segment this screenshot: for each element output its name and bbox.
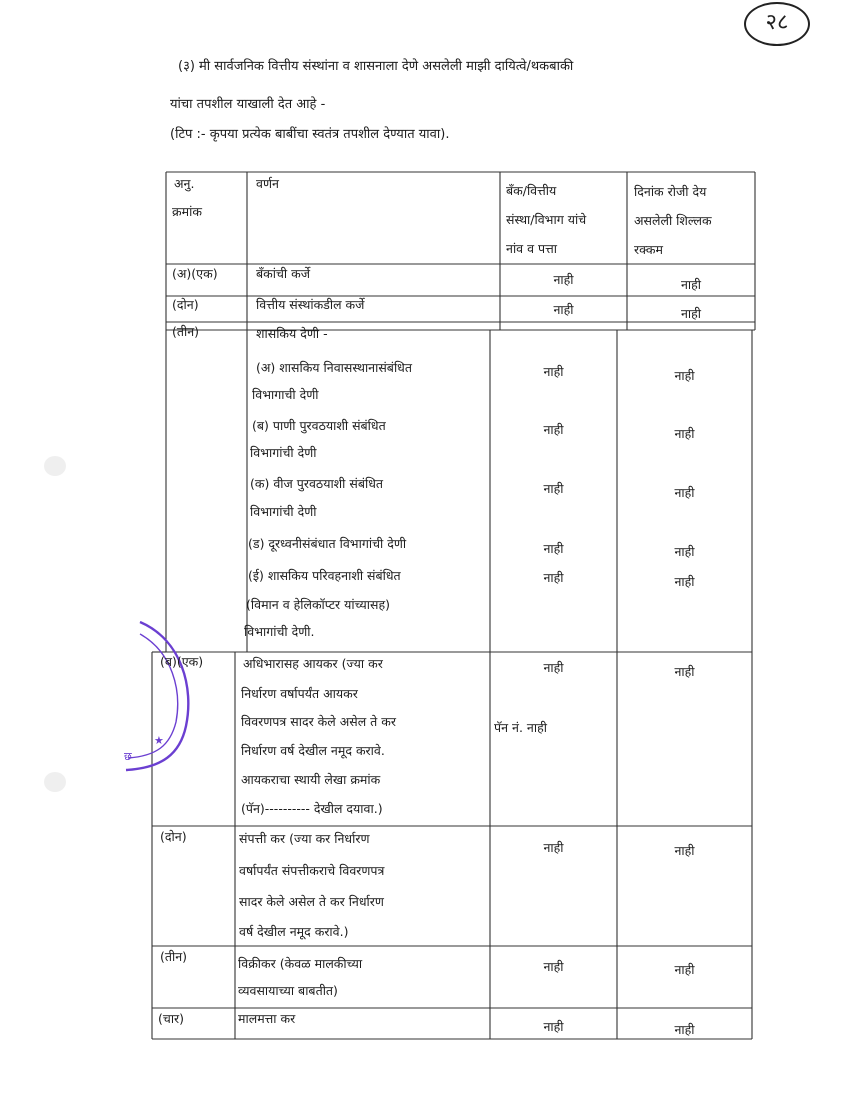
header-bank-line-2: संस्था/विभाग यांचे — [506, 212, 587, 227]
row5-bank: नाही — [543, 840, 564, 855]
row3-sub-b-bank: नाही — [543, 422, 564, 437]
row3-sub-b-line-1: (ब) पाणी पुरवठयाशी संबंधित — [252, 418, 386, 433]
row3-sub-a-balance: नाही — [674, 368, 695, 383]
row3-sub-e-line-3: विभागांची देणी. — [244, 624, 315, 639]
row3-sub-d-bank: नाही — [543, 541, 564, 556]
row1-balance: नाही — [680, 277, 702, 292]
header-description: वर्णन — [256, 176, 279, 191]
header-bank-line-3: नांव व पत्ता — [506, 241, 557, 256]
row2-bank: नाही — [553, 302, 574, 317]
row3-sub-e-line-2: (विमान व हेलिकॉप्टर यांच्यासह) — [246, 597, 390, 612]
row4-serial: (ब)(एक) — [160, 654, 204, 669]
header-bank-line-1: बँक/वित्तीय — [506, 183, 557, 198]
row7-description: मालमत्ता कर — [238, 1011, 296, 1026]
seal-stamp — [110, 618, 198, 774]
header-balance-line-1: दिनांक रोजी देय — [634, 184, 707, 199]
row3-sub-c-line-2: विभागांची देणी — [250, 504, 317, 519]
row1-serial: (अ)(एक) — [172, 266, 218, 281]
row3-sub-e-balance: नाही — [674, 574, 695, 589]
row4-desc-line-6: (पॅन)---------- देखील दयावा.) — [241, 801, 383, 816]
row3-sub-a-line-2: विभागाची देणी — [252, 387, 319, 402]
row3-sub-c-bank: नाही — [543, 481, 564, 496]
row3-sub-e-bank: नाही — [543, 570, 564, 585]
row1-description: बँकांची कर्जे — [256, 266, 310, 281]
header-serial-line-2: क्रमांक — [172, 204, 202, 219]
row6-desc-line-1: विक्रीकर (केवळ मालकीच्या — [238, 956, 363, 971]
row4-desc-line-1: अधिभारासह आयकर (ज्या कर — [243, 656, 383, 671]
row2-serial: (दोन) — [172, 297, 199, 312]
row7-bank: नाही — [543, 1019, 564, 1034]
intro-line-1: (३) मी सार्वजनिक वित्तीय संस्थांना व शासनाला देणे असलेली माझी दायित्वे/थकबाकी — [178, 59, 574, 74]
row2-description: वित्तीय संस्थांकडील कर्जे — [256, 297, 365, 312]
row4-bank: नाही — [543, 660, 564, 675]
row4-desc-line-2: निर्धारण वर्षापर्यंत आयकर — [241, 686, 358, 701]
svg-text:★: ★ — [154, 734, 164, 747]
row3-sub-c-balance: नाही — [674, 485, 695, 500]
row3-sub-a-line-1: (अ) शासकिय निवासस्थानासंबंधित — [256, 360, 412, 375]
row6-desc-line-2: व्यवसायाच्या बाबतीत) — [238, 983, 338, 998]
row5-balance: नाही — [674, 843, 695, 858]
row1-bank: नाही — [553, 272, 574, 287]
row4-desc-line-3: विवरणपत्र सादर केले असेल ते कर — [241, 714, 396, 729]
intro-note: (टिप :- कृपया प्रत्येक बाबींचा स्वतंत्र तपशील देण्यात यावा). — [170, 127, 450, 142]
row7-serial: (चार) — [158, 1011, 185, 1026]
row3-sub-b-balance: नाही — [674, 426, 695, 441]
row2-balance: नाही — [680, 306, 702, 321]
row5-serial: (दोन) — [160, 829, 187, 844]
row4-balance: नाही — [674, 664, 695, 679]
row4-bank-pan: पॅन नं. नाही — [494, 720, 547, 735]
row3-serial: (तीन) — [172, 324, 200, 339]
row4-desc-line-5: आयकराचा स्थायी लेखा क्रमांक — [241, 772, 381, 787]
row5-desc-line-3: सादर केले असेल ते कर निर्धारण — [239, 894, 384, 909]
row5-desc-line-2: वर्षापर्यंत संपत्तीकराचे विवरणपत्र — [239, 863, 385, 878]
row3-sub-d-balance: नाही — [674, 544, 695, 559]
row7-balance: नाही — [674, 1022, 695, 1037]
row3-sub-d-line-1: (ड) दूरध्वनीसंबंधात विभागांची देणी — [248, 536, 407, 551]
header-balance-line-3: रक्कम — [634, 242, 664, 257]
svg-text:छ: छ — [124, 750, 132, 763]
intro-line-2: यांचा तपशील याखाली देत आहे - — [170, 97, 326, 112]
row3-sub-a-bank: नाही — [543, 364, 564, 379]
row6-serial: (तीन) — [160, 949, 188, 964]
header-serial-line-1: अनु. — [174, 176, 195, 191]
row6-balance: नाही — [674, 962, 695, 977]
page-number: २८ — [744, 2, 810, 46]
row6-bank: नाही — [543, 959, 564, 974]
row3-description: शासकिय देणी - — [256, 326, 328, 341]
row4-desc-line-4: निर्धारण वर्ष देखील नमूद करावे. — [241, 743, 385, 758]
row5-desc-line-4: वर्ष देखील नमूद करावे.) — [239, 924, 349, 939]
row5-desc-line-1: संपत्ती कर (ज्या कर निर्धारण — [239, 831, 370, 846]
header-balance-line-2: असलेली शिल्लक — [634, 213, 712, 228]
row3-sub-e-line-1: (ई) शासकिय परिवहनाशी संबंधित — [248, 568, 401, 583]
row3-sub-b-line-2: विभागांची देणी — [250, 445, 317, 460]
row3-sub-c-line-1: (क) वीज पुरवठयाशी संबंधित — [250, 476, 384, 491]
